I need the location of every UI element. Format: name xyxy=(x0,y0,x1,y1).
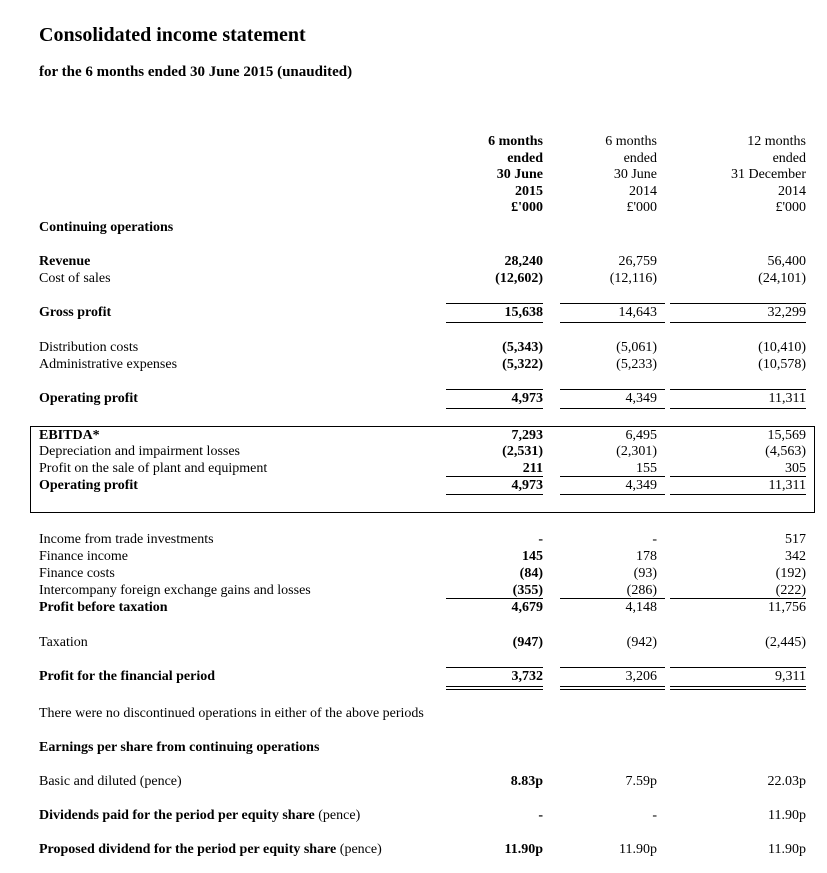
row-profit-sale-plant: Profit on the sale of plant and equipment 211 155 305 xyxy=(39,461,806,476)
rule xyxy=(560,686,665,687)
section-earnings-per-share: Earnings per share from continuing operations xyxy=(39,740,320,755)
document-title: Consolidated income statement xyxy=(39,24,306,46)
row-profit-financial-period: Profit for the financial period 3,732 3,206 9,311 xyxy=(39,669,806,684)
column-header-h1-2014: 6 months ended 30 June 2014 £'000 xyxy=(605,134,657,215)
row-income-trade-investments: Income from trade investments - - 517 xyxy=(39,532,806,547)
rule xyxy=(446,494,543,495)
column-header-h1-2015: 6 months ended 30 June 2015 £'000 xyxy=(488,134,543,215)
document-subtitle: for the 6 months ended 30 June 2015 (unaudited) xyxy=(39,64,353,80)
row-distribution-costs: Distribution costs (5,343) (5,061) (10,410) xyxy=(39,340,806,355)
column-header-fy-2014: 12 months ended 31 December 2014 £'000 xyxy=(730,134,806,215)
row-taxation: Taxation (947) (942) (2,445) xyxy=(39,635,806,650)
row-cost-of-sales: Cost of sales (12,602) (12,116) (24,101) xyxy=(39,271,806,286)
row-depreciation-impairment: Depreciation and impairment losses (2,531) (2,301) (4,563) xyxy=(39,444,806,459)
row-operating-profit-ebitda: Operating profit 4,973 4,349 11,311 xyxy=(39,478,806,493)
rule xyxy=(446,408,543,409)
row-gross-profit: Gross profit 15,638 14,643 32,299 xyxy=(39,305,806,320)
rule xyxy=(670,689,806,690)
rule xyxy=(670,322,806,323)
section-continuing-operations: Continuing operations xyxy=(39,220,174,235)
rule xyxy=(670,686,806,687)
rule xyxy=(670,494,806,495)
row-operating-profit: Operating profit 4,973 4,349 11,311 xyxy=(39,391,806,406)
row-administrative-expenses: Administrative expenses (5,322) (5,233) (10,578) xyxy=(39,357,806,372)
row-proposed-dividend: Proposed dividend for the period per equity share (pence) 11.90p 11.90p 11.90p xyxy=(39,842,806,857)
note-discontinued-operations: There were no discontinued operations in either of the above periods xyxy=(39,706,424,721)
row-finance-income: Finance income 145 178 342 xyxy=(39,549,806,564)
rule xyxy=(560,494,665,495)
rule xyxy=(446,322,543,323)
rule xyxy=(560,408,665,409)
rule xyxy=(446,686,543,687)
row-revenue: Revenue 28,240 26,759 56,400 xyxy=(39,254,806,269)
row-finance-costs: Finance costs (84) (93) (192) xyxy=(39,566,806,581)
row-basic-diluted-eps: Basic and diluted (pence) 8.83p 7.59p 22.03p xyxy=(39,774,806,789)
rule xyxy=(670,408,806,409)
rule xyxy=(446,689,543,690)
row-profit-before-taxation: Profit before taxation 4,679 4,148 11,756 xyxy=(39,600,806,615)
row-intercompany-fx: Intercompany foreign exchange gains and losses (355) (286) (222) xyxy=(39,583,806,598)
rule xyxy=(560,689,665,690)
row-ebitda: EBITDA* 7,293 6,495 15,569 xyxy=(39,428,806,443)
row-dividends-paid: Dividends paid for the period per equity share (pence) - - 11.90p xyxy=(39,808,806,823)
rule xyxy=(560,322,665,323)
